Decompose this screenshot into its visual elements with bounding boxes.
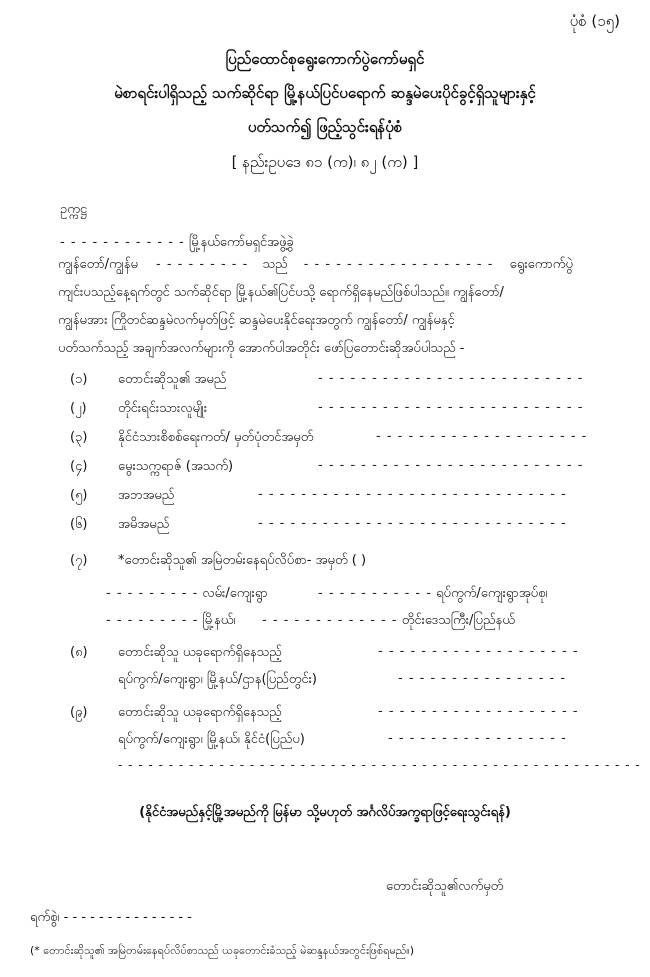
street-label: လမ်း/ကျေးရွာ: [202, 586, 268, 601]
item-5-field[interactable]: - - - - - - - - - - - - - - - - - - - - - - - - - - - - -: [258, 487, 567, 502]
paragraph-i-label: ကျွန်တော်/ကျွန်မ: [58, 257, 138, 272]
item-9-field-3[interactable]: - - - - - - - - - - - - - - - - - - - - - - - - - - - - - - - - - - - - - - - - - - - - - - - - - - - -: [118, 758, 641, 772]
item-8-field-1[interactable]: - - - - - - - - - - - - - - - - - - -: [378, 644, 579, 659]
item-9-line-2: ရပ်ကွက်/ကျေးရွာ၊ မြို့နယ်၊ နိုင်ငံ(ပြည်ပ): [118, 732, 305, 747]
item-7-region-row: [262, 612, 515, 631]
paragraph-line-1: [58, 256, 610, 275]
region-blank[interactable]: - - - - - - - - - - - - -: [262, 613, 398, 628]
item-7-street-row: [106, 585, 268, 604]
street-blank[interactable]: - - - - - - - - -: [106, 586, 199, 601]
item-6-field[interactable]: - - - - - - - - - - - - - - - - - - - - - - - - - - - - -: [258, 516, 567, 531]
office-blank[interactable]: - - - - - - - - - - - -: [60, 235, 185, 250]
item-5-label: အဘအမည်: [118, 488, 175, 503]
item-8-number: (၈): [70, 645, 88, 660]
form-number: ပုံစံ (၁၅): [569, 12, 620, 30]
township-blank[interactable]: - - - - - - - - -: [106, 613, 199, 628]
election-blank[interactable]: - - - - - - - - - - - - - - - - - -: [303, 257, 494, 272]
paragraph-line-4: ပတ်သက်သည့် အချက်အလက်များကို အောက်ပါအတိုင်း ဖော်ပြတောင်းဆိုအပ်ပါသည် -: [58, 341, 465, 356]
item-4-field[interactable]: - - - - - - - - - - - - - - - - - - - - - - - - -: [318, 458, 584, 473]
signature-label: တောင်းဆိုသူ၏လက်မှတ်: [386, 879, 504, 894]
item-9-number: (၉): [70, 705, 88, 720]
title-line-3: ပတ်သက်၍ ဖြည့်သွင်းရန်ပုံစံ: [247, 118, 403, 136]
paragraph-election-label: ရွေးကောက်ပွဲ: [509, 257, 573, 272]
item-4-label: မွေးသက္ကရာဇ် (အသက်): [118, 459, 234, 474]
ward-label: ရပ်ကွက်/ကျေးရွာအုပ်စု၊: [436, 586, 548, 601]
item-9-field-2[interactable]: - - - - - - - - - - - - - - - - -: [388, 731, 567, 746]
language-note: (နိုင်ငံအမည်နှင့်မြို့အမည်ကို မြန်မာ သို့မဟုတ် အင်္ဂလိပ်အက္ခရာဖြင့်ရေးသွင်းရန်): [139, 805, 511, 820]
name-blank[interactable]: - - - - - - - - -: [156, 257, 249, 272]
item-6-label: အမိအမည်: [118, 517, 170, 532]
paragraph-su-label: သည်: [262, 257, 288, 272]
item-9-field-1[interactable]: - - - - - - - - - - - - - - - - - - -: [378, 704, 579, 719]
item-7-ward-row: [318, 585, 547, 604]
paragraph-line-3: ကျွန်မအား ကြိုတင်ဆန္ဒမဲလက်မှတ်ဖြင့် ဆန္ဒမဲပေးနိုင်ရေးအတွက် ကျွန်တော်/ ကျွန်မနှင့်: [58, 313, 455, 328]
item-3-label: နိုင်ငံသားစိစစ်ရေးကတ်/ မှတ်ပုံတင်အမှတ်: [118, 430, 314, 445]
item-4-number: (၄): [70, 459, 88, 474]
item-3-field[interactable]: - - - - - - - - - - - - - - - - - - - -: [376, 429, 588, 444]
item-8-field-2[interactable]: - - - - - - - - - - - - - - - -: [398, 671, 567, 686]
paragraph-line-2: ကျင်းပသည့်နေ့ရက်တွင် သက်ဆိုင်ရာ မြို့နယ်၏ပြင်ပသို့ ရောက်ရှိနေမည်ဖြစ်ပါသည်။ ကျွန်တော်/: [58, 285, 504, 300]
office-line: [60, 234, 294, 253]
item-2-number: (၂): [70, 401, 87, 416]
item-1-field[interactable]: - - - - - - - - - - - - - - - - - - - - - - - - -: [318, 371, 584, 386]
township-label: မြို့နယ်၊: [202, 613, 236, 628]
region-label: တိုင်းဒေသကြီး/ပြည်နယ်: [401, 613, 515, 628]
title-line-2: မဲစာရင်းပါရှိသည့် သက်ဆိုင်ရာ မြို့နယ်ပြင်ပရောက် ဆန္ဒမဲပေးပိုင်ခွင့်ရှိသူများနှင့်: [114, 84, 536, 102]
item-1-label: တောင်းဆိုသူ၏ အမည်: [118, 372, 227, 387]
item-9-line-1: တောင်းဆိုသူ ယခုရောက်ရှိနေသည့်: [118, 705, 282, 720]
item-3-number: (၃): [70, 430, 88, 445]
item-7-township-row: [106, 612, 235, 631]
item-2-field[interactable]: - - - - - - - - - - - - - - - - - - - - - - - - -: [318, 400, 584, 415]
date-field[interactable]: ရက်စွဲ၊ - - - - - - - - - - - - - - -: [30, 910, 192, 925]
law-reference: [ နည်းဥပဒေ ၈၁ (က)၊ ၈၂ (က) ]: [231, 153, 419, 171]
item-6-number: (၆): [70, 517, 88, 532]
item-8-line-1: တောင်းဆိုသူ ယခုရောက်ရှိနေသည့်: [118, 645, 282, 660]
ward-blank[interactable]: - - - - - - - - - - -: [318, 586, 432, 601]
addressee: ဥက္ကဋ္ဌ: [60, 202, 87, 217]
item-1-number: (၁): [70, 372, 88, 387]
office-label: မြို့နယ်ကော်မရှင်အဖွဲ့ခွဲ: [188, 235, 294, 250]
footnote: (* တောင်းဆိုသူ၏ အမြဲတမ်းနေရပ်လိပ်စာသည် ယခုတောင်းခံသည့် မဲဆန္ဒနယ်အတွင်းဖြစ်ရမည်။): [30, 944, 415, 957]
item-7-label: *တောင်းဆိုသူ၏ အမြဲတမ်းနေရပ်လိပ်စာ- အမှတ် ( ): [118, 553, 367, 568]
item-7-number: (၇): [70, 553, 88, 568]
item-5-number: (၅): [70, 488, 88, 503]
item-2-label: တိုင်းရင်းသားလူမျိုး: [118, 401, 208, 416]
item-8-line-2: ရပ်ကွက်/ကျေးရွာ၊ မြို့နယ်/ဌာန(ပြည်တွင်း): [118, 672, 317, 687]
title-line-1: ပြည်ထောင်စုရွေးကောက်ပွဲကော်မရှင်: [225, 50, 425, 68]
